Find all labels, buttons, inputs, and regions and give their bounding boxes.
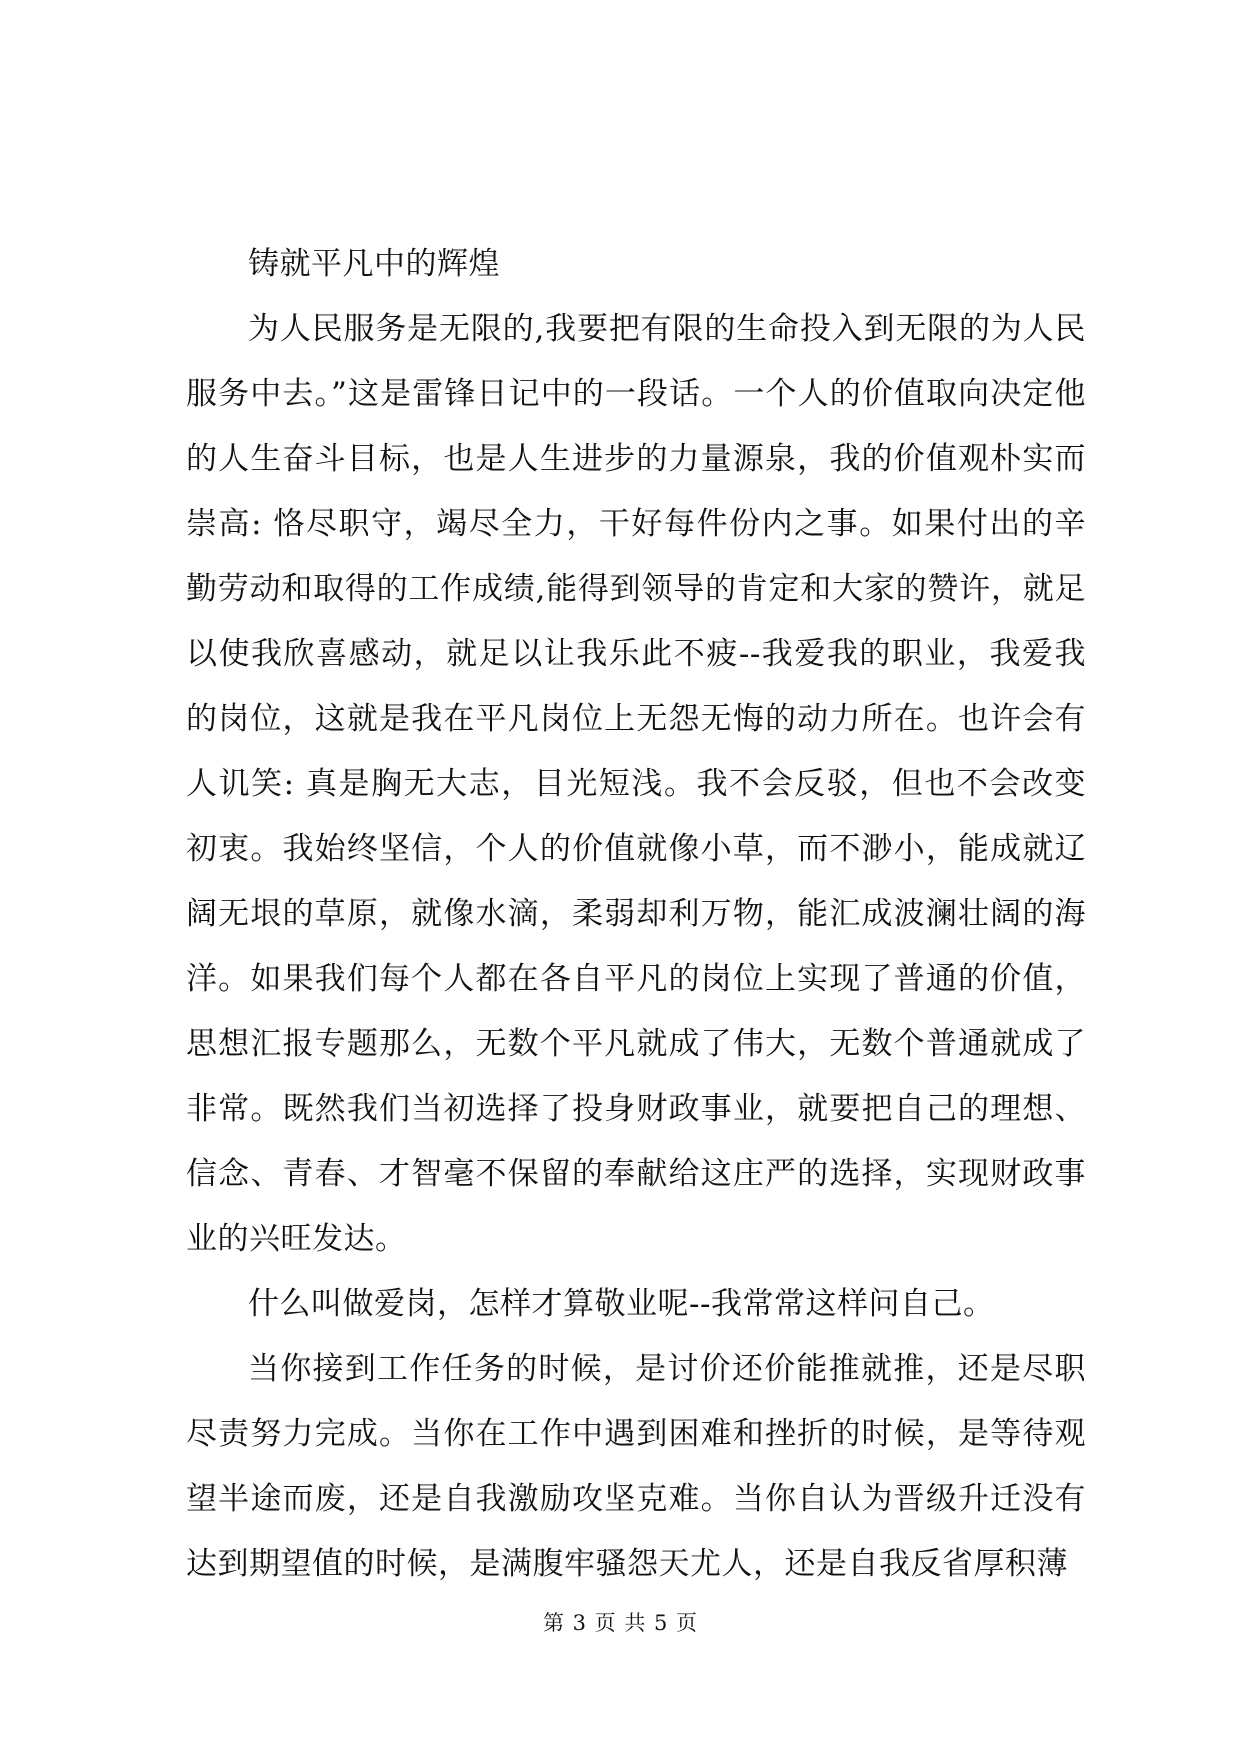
document-body — [186, 232, 1086, 1597]
document-title: 铸就平凡中的辉煌 — [248, 246, 500, 282]
paragraph-2: 什么叫做爱岗，怎样才算敬业呢--我常常这样问自己。 — [248, 1286, 995, 1322]
page-number-footer: 第 3 页 共 5 页 — [542, 1611, 699, 1635]
paragraph-1: 为人民服务是无限的,我要把有限的生命投入到无限的为人民服务中去。”这是雷锋日记中的一段话。一个人的价值取向决定他的人生奋斗目标，也是人生进步的力量源泉，我的价值观朴实而崇高: 恪尽职守，竭尽全力，干好每件份内之事。如果付出的辛勤劳动和取得的工作成绩,能得到领导的肯定和大家的赞许，就足以使我欣喜感动，就足以让我乐此不疲--我爱我的职业，我爱我的岗位，这就是我在平凡岗位上无怨无悔的动力所在。也许会有人讥笑: 真是胸无大志，目光短浅。我不会反驳，但也不会改变初衷。我始终坚信，个人的价值就像小草，而不渺小，能成就辽阔无垠的草原，就像水滴，柔弱却利万物，能汇成波澜壮阔的海洋。如果我们每个人都在各自平凡的岗位上实现了普通的价值，思想汇报专题那么，无数个平凡就成了伟大，无数个普通就成了非常。既然我们当初选择了投身财政事业，就要把自己的理想、信念、青春、才智毫不保留的奉献给这庄严的选择，实现财政事业的兴旺发达。 — [186, 311, 1086, 1257]
paragraph-3: 当你接到工作任务的时候，是讨价还价能推就推，还是尽职尽责努力完成。当你在工作中遇到困难和挫折的时候，是等待观望半途而废，还是自我激励攻坚克难。当你自认为晋级升迁没有达到期望值的时候，是满腹牢骚怨天尤人，还是自我反省厚积薄 — [186, 1351, 1086, 1582]
